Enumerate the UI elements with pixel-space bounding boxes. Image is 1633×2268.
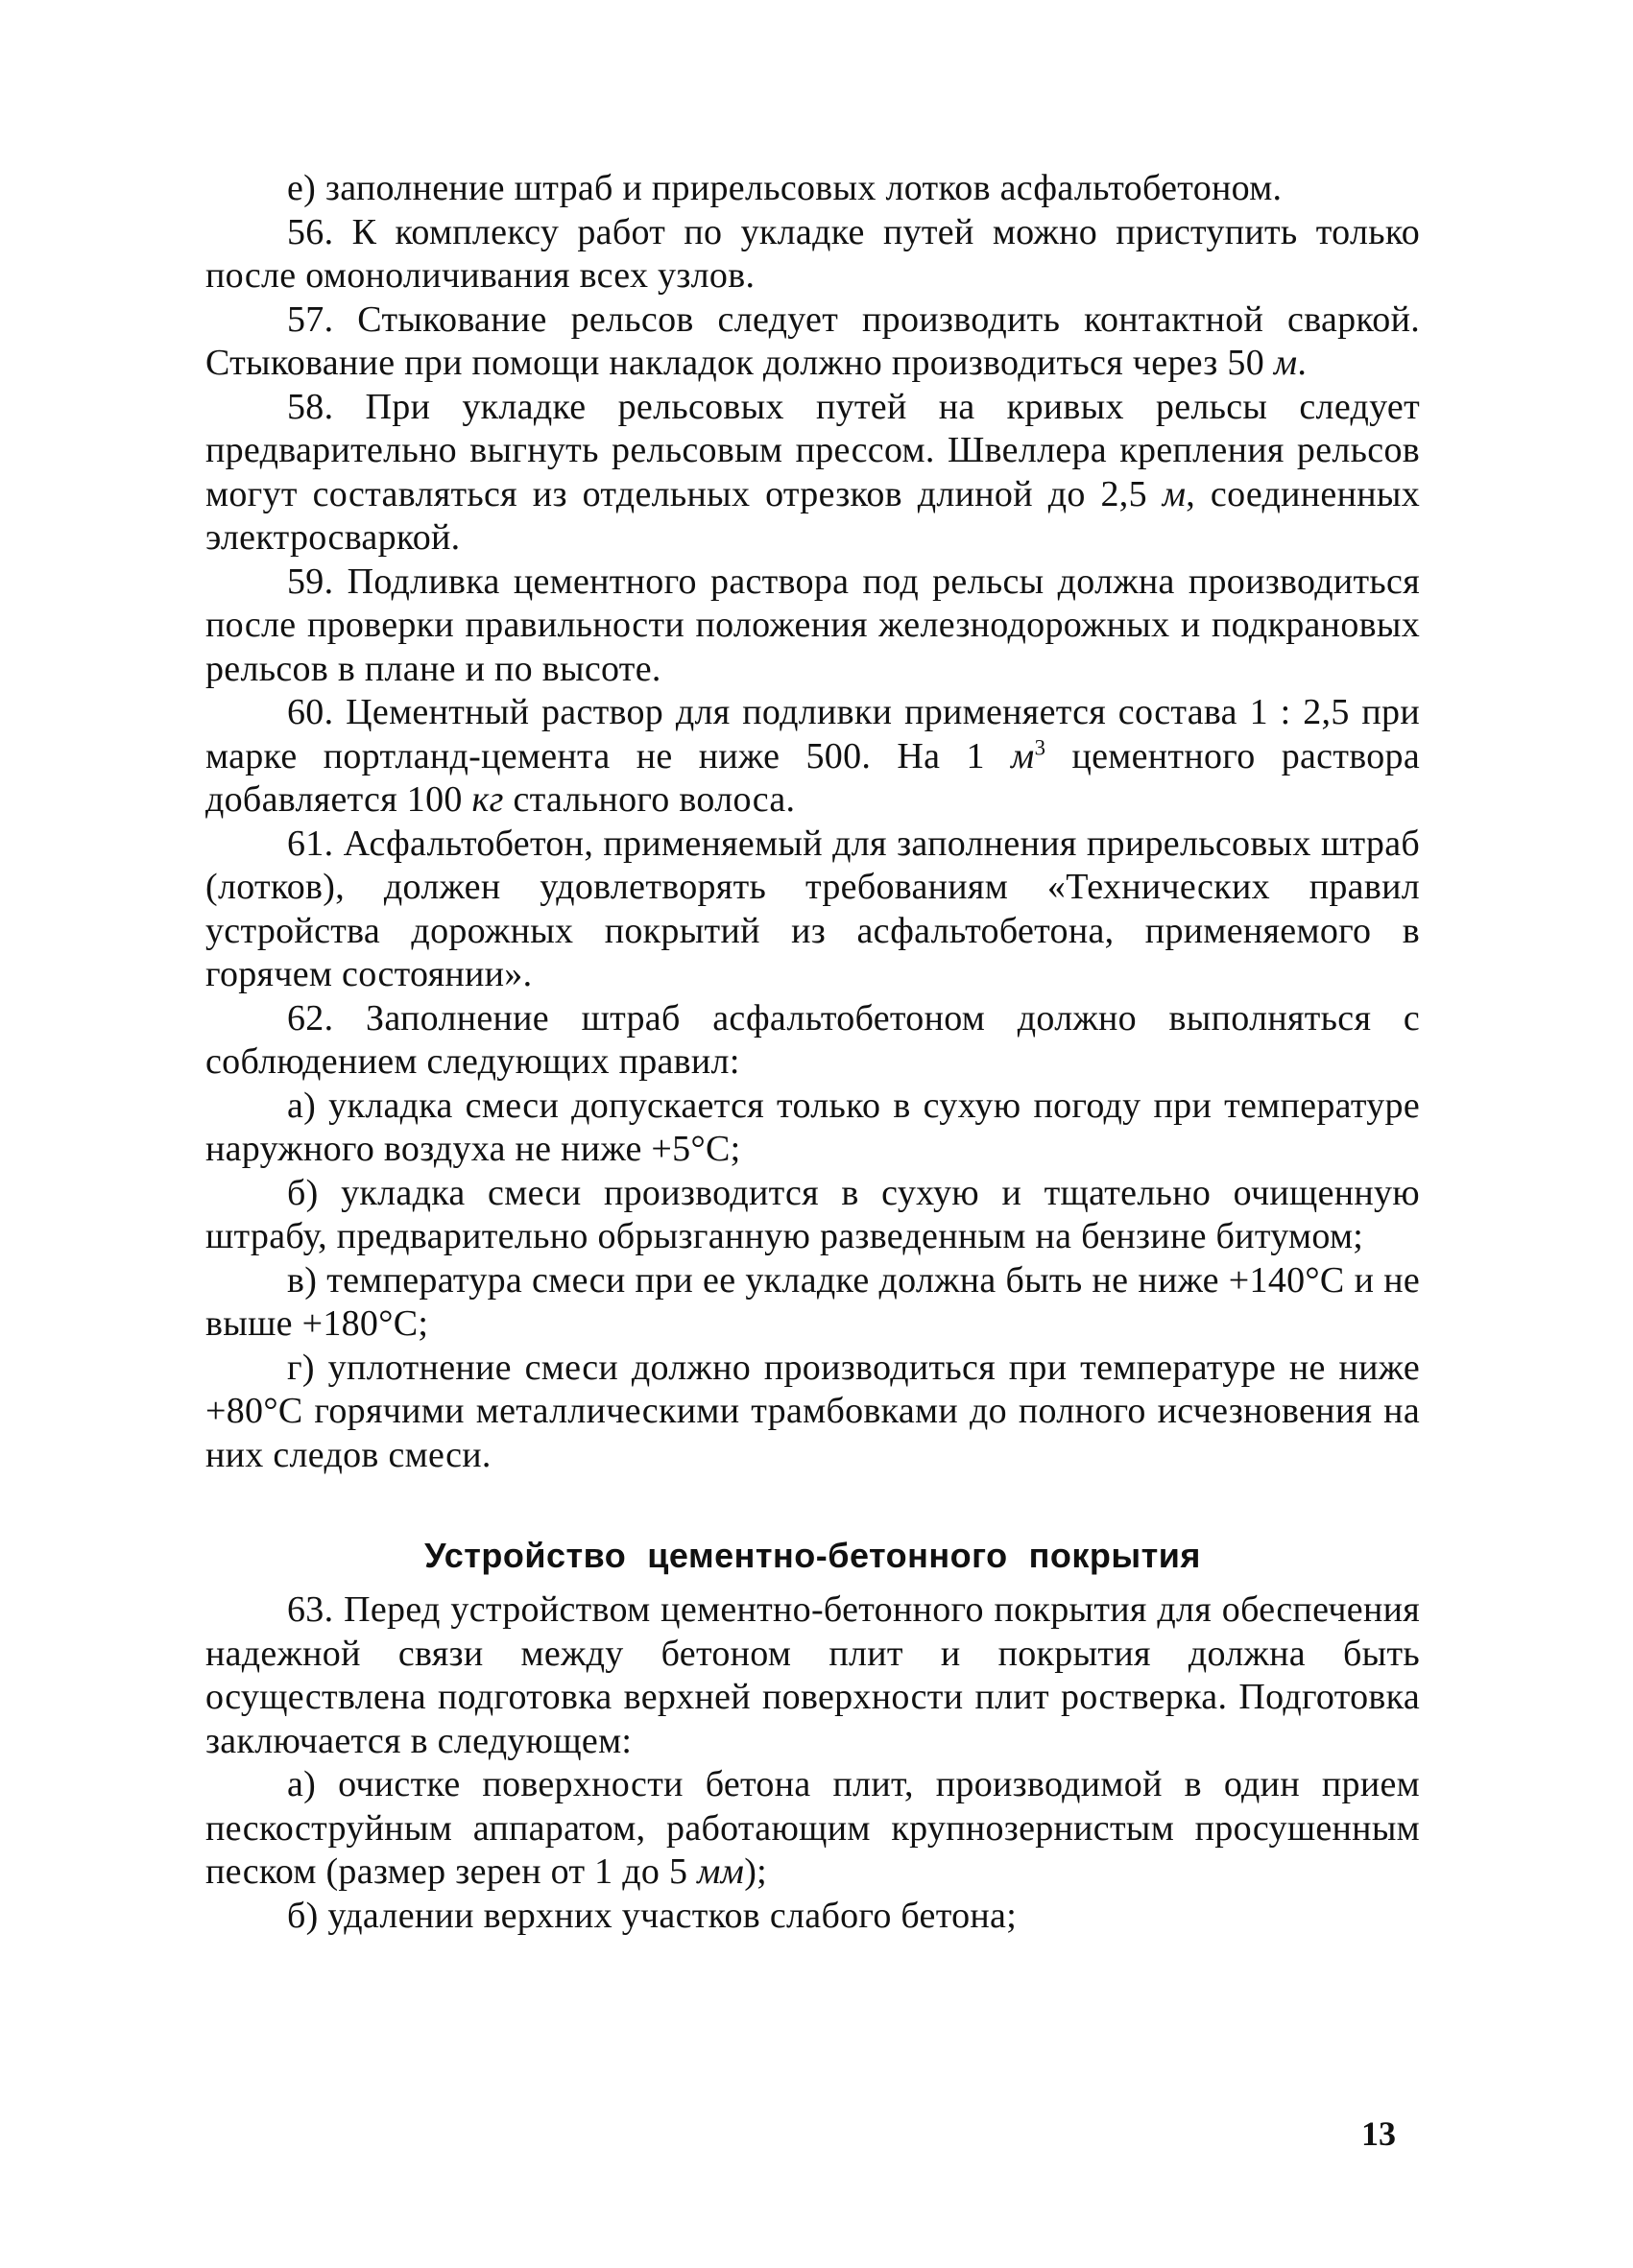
- page-number: 13: [1361, 2114, 1396, 2153]
- clause-63: 63. Перед устройством цементно-бетонного покрытия для обеспечения надежной связи между бетоном плит и покрытия должна быть осуществлена подготовка верхней поверхности плит ростверка. Подготовка заключается в следующем:: [205, 1589, 1420, 1761]
- clause-56: 56. К комплексу работ по укладке путей можно приступить только после омоноличивания всех узлов.: [205, 211, 1420, 296]
- clause-59: 59. Подливка цементного раствора под рельсы должна производиться после проверки правильности положения железнодорожных и подкрановых рельсов в плане и по высоте.: [205, 561, 1420, 689]
- list-item-e: е) заполнение штраб и прирельсовых лотков асфальтобетоном.: [287, 168, 1283, 208]
- list-item-62b: б) укладка смеси производится в сухую и тщательно очищенную штрабу, предварительно обрызганную разведенным на бензине битумом;: [205, 1172, 1420, 1256]
- document-page: [205, 167, 1420, 1938]
- list-item-62v: в) температура смеси при ее укладке должна быть не ниже +140°С и не выше +180°С;: [205, 1259, 1420, 1344]
- clause-58: 58. При укладке рельсовых путей на кривых рельсы следует предварительно выгнуть рельсовым прессом. Швеллера крепления рельсов могут составляться из отдельных отрезков длиной до 2,5 м, соединенных электросваркой.: [205, 386, 1420, 558]
- list-item-63a: а) очистке поверхности бетона плит, производимой в один прием пескоструйным аппаратом, работающим крупнозернистым просушенным песком (размер зерен от 1 до 5 мм);: [205, 1764, 1420, 1892]
- clause-62: 62. Заполнение штраб асфальтобетоном должно выполняться с соблюдением следующих правил:: [205, 997, 1420, 1082]
- clause-57: 57. Стыкование рельсов следует производить контактной сваркой. Стыкование при помощи накладок должно производиться через 50 м.: [205, 298, 1420, 383]
- list-item-63b: б) удалении верхних участков слабого бетона;: [287, 1895, 1018, 1936]
- list-item-62a: а) укладка смеси допускается только в сухую погоду при температуре наружного воздуха не ниже +5°С;: [205, 1085, 1420, 1169]
- clause-61: 61. Асфальтобетон, применяемый для заполнения прирельсовых штраб (лотков), должен удовлетворять требованиям «Технических правил устройства дорожных покрытий из асфальтобетона, применяемого в горячем состоянии».: [205, 823, 1420, 994]
- clause-60: 60. Цементный раствор для подливки применяется состава 1 : 2,5 при марке портланд-цемента не ниже 500. На 1 $м^3$ цементного раствора добавляется 100 кг стального волоса.: [205, 692, 1420, 820]
- list-item-62g: г) уплотнение смеси должно производиться при температуре не ниже +80°С горячими металлическими трамбовками до полного исчезновения на них следов смеси.: [205, 1347, 1420, 1475]
- section-heading: Устройство цементно-бетонного покрытия: [424, 1536, 1201, 1575]
